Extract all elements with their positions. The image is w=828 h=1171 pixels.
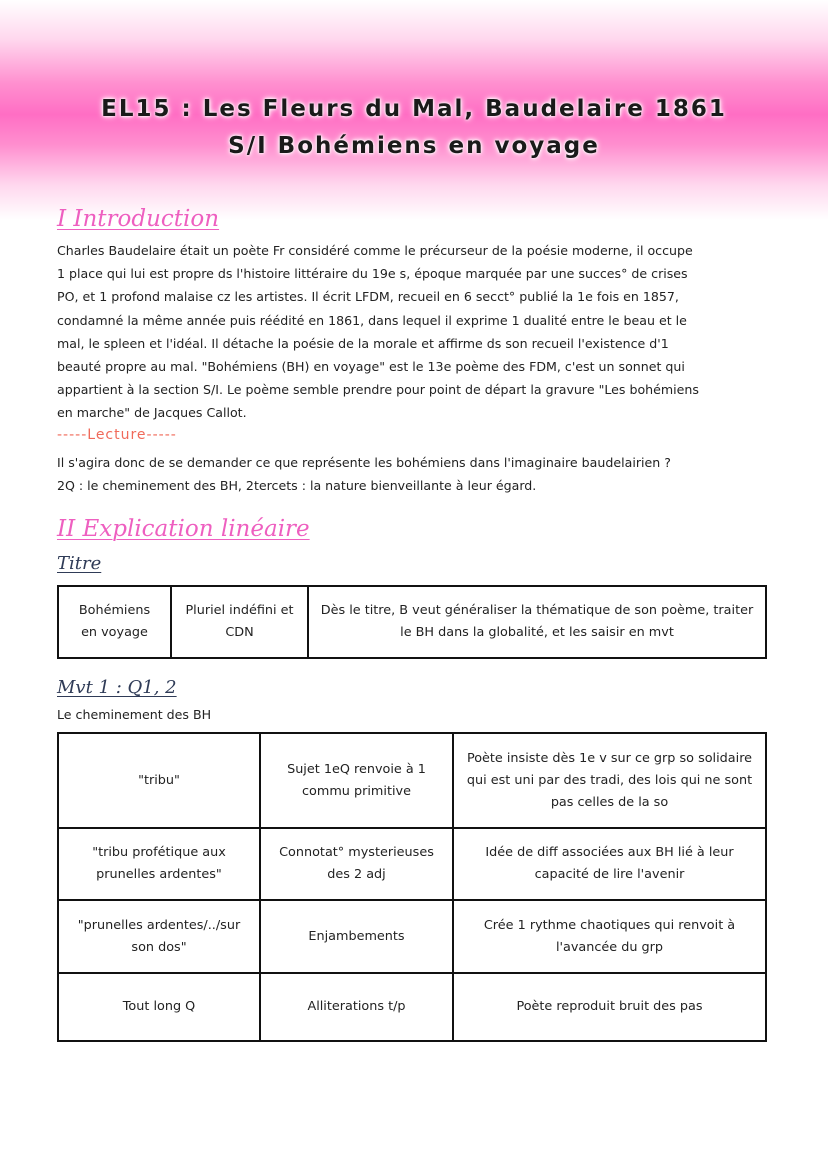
intro-heading: I Introduction bbox=[57, 206, 220, 232]
intro-line: 1 place qui lui est propre ds l'histoire littéraire du 19e s, époque marquée par une succes° de crises bbox=[57, 266, 688, 282]
table-cell: Sujet 1eQ renvoie à 1 commu primitive bbox=[260, 733, 453, 828]
intro-line: mal, le spleen et l'idéal. Il détache la poésie de la morale et affirme ds son recueil l'existence d'1 bbox=[57, 335, 669, 351]
table-cell: Dès le titre, B veut généraliser la thématique de son poème, traiter le BH dans la globalité, et les saisir en mvt bbox=[308, 586, 766, 658]
table-cell: "prunelles ardentes/../sur son dos" bbox=[58, 900, 260, 973]
intro-line: condamné la même année puis réédité en 1861, dans lequel il exprime 1 dualité entre le beau et le bbox=[57, 312, 687, 328]
page-title: EL15 : Les Fleurs du Mal, Baudelaire 1861 bbox=[101, 96, 727, 122]
table-cell: Crée 1 rythme chaotiques qui renvoit à l'avancée du grp bbox=[453, 900, 766, 973]
lecture-marker: -----Lecture----- bbox=[57, 427, 177, 443]
table-cell: Pluriel indéfini et CDN bbox=[171, 586, 308, 658]
table-cell: Idée de diff associées aux BH lié à leur capacité de lire l'avenir bbox=[453, 828, 766, 900]
table-row bbox=[58, 900, 766, 973]
intro-line: Charles Baudelaire était un poète Fr considéré comme le précurseur de la poésie moderne, il occupe bbox=[57, 243, 693, 258]
table-cell: Poète reproduit bruit des pas bbox=[453, 973, 766, 1041]
mvt-subtitle: Le cheminement des BH bbox=[57, 707, 212, 722]
table-cell: "tribu profétique aux prunelles ardentes" bbox=[58, 828, 260, 900]
intro-line: PO, et 1 profond malaise cz les artistes. Il écrit LFDM, recueil en 6 secct° publié la 1e fois en 1857, bbox=[57, 289, 679, 305]
intro-line: en marche" de Jacques Callot. bbox=[57, 405, 247, 421]
table-cell: Connotat° mysterieuses des 2 adj bbox=[260, 828, 453, 900]
page-subtitle: S/I Bohémiens en voyage bbox=[228, 133, 600, 159]
intro-line: appartient à la section S/I. Le poème semble prendre pour point de départ la gravure "Les bohémiens bbox=[57, 382, 699, 398]
intro-line: beauté propre au mal. "Bohémiens (BH) en voyage" est le 13e poème des FDM, c'est un sonnet qui bbox=[57, 359, 685, 375]
titre-table bbox=[57, 585, 767, 659]
titre-heading: Titre bbox=[57, 553, 102, 574]
table-row bbox=[58, 973, 766, 1041]
table-cell: Enjambements bbox=[260, 900, 453, 973]
explication-heading: II Explication linéaire bbox=[57, 516, 310, 542]
intro-paragraph bbox=[57, 239, 777, 425]
problematique: Il s'agira donc de se demander ce que représente les bohémiens dans l'imaginaire baudelairien ? bbox=[57, 455, 671, 470]
plan: 2Q : le cheminement des BH, 2tercets : la nature bienveillante à leur égard. bbox=[57, 478, 537, 493]
table-row bbox=[58, 733, 766, 828]
mvt-heading: Mvt 1 : Q1, 2 bbox=[57, 677, 177, 698]
table-cell: Bohémiens en voyage bbox=[58, 586, 171, 658]
mvt-table bbox=[57, 732, 767, 1042]
table-cell: Poète insiste dès 1e v sur ce grp so solidaire qui est uni par des tradi, des lois qui ne sont pas celles de la so bbox=[453, 733, 766, 828]
table-cell: "tribu" bbox=[58, 733, 260, 828]
table-row bbox=[58, 586, 766, 658]
table-cell: Alliterations t/p bbox=[260, 973, 453, 1041]
table-cell: Tout long Q bbox=[58, 973, 260, 1041]
table-row bbox=[58, 828, 766, 900]
